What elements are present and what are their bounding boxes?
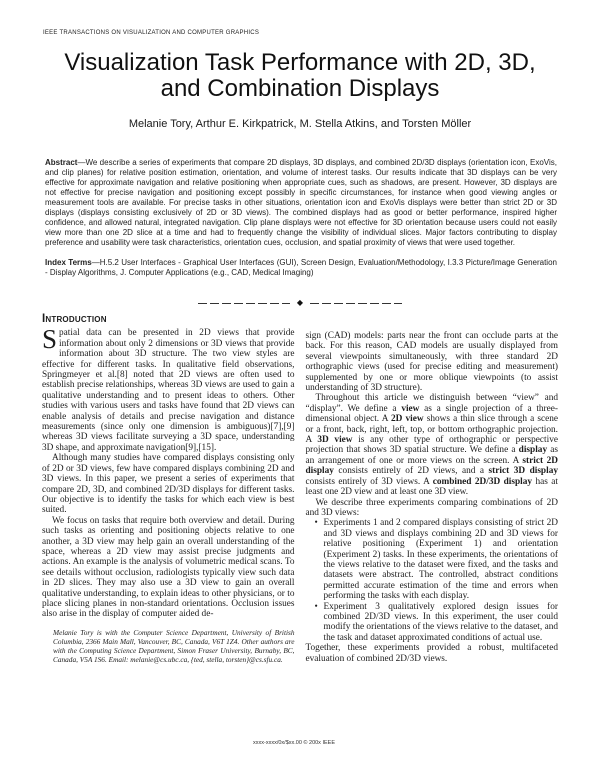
left-column bbox=[42, 314, 295, 746]
intro-paragraph-1-text: patial data can be presented in 2D views that provide information about only 2 dimensions or 3D views that provide information about 3D structure. The two view styles are effective for different tasks. In qualitative field observations, Springmeyer et al.[8] noted that 2D views are often used to establish precise relationships, whereas 3D views are used to gain a qualitative understanding and to present ideas to others. Other studies with various users and tasks have found that 2D views can enable analysis of details and precise navigation and distance measurements (since only one dimension is ambiguous)[7],[9] whereas 3D views facilitate surveying a 3D space, understanding 3D shape, and approximate navigation[9],[15]. bbox=[42, 328, 295, 453]
abstract-text: —We describe a series of experiments that compare 2D displays, 3D displays, and combined 2D/3D displays (orientation icon, ExoVis, and clip planes) for relative position estimation, orientation, and volume of interest tasks. Our results indicate that 3D displays can be very effective for approximate navigation and relative positioning when appropriate cues, such as shadows, are present. However, 3D displays are not effective for precise navigation and positioning except possibly in specific circumstances, for instance when good viewing angles or measurement tools are available. For precise tasks in other situations, orientation icon and ExoVis displays were better than strict 2D or 3D displays (displays consisting exclusively of 2D or 3D views). The combined displays had as good or better performance, inspired higher confidence, and allowed natural, integrated navigation. Clip plane displays were not effective for 3D orientation because users could not easily view more than one 2D slice at a time and had to frequently change the visibility of individual slices. Major factors contributing to display preference and usability were task characteristics, orientation cues, occlusion, and spatial proximity of views that were used together. bbox=[45, 158, 557, 247]
section-divider bbox=[0, 299, 600, 307]
bullet-item-experiments-1-2: • Experiments 1 and 2 compared displays consisting of strict 2D and 3D views and displays combining 2D and 3D views for relative positioning (Experiment 1) and orientation (Experiment 2) tasks. In these experiments, the orientations of the views relative to the dataset were fixed, and the tasks and datasets were abstract. The controlled, abstract conditions permitted accurate estimation of the time and errors when performing the tasks with each display. bbox=[315, 518, 559, 601]
drop-cap: S bbox=[42, 324, 58, 355]
two-column-body bbox=[42, 314, 558, 746]
body-paragraph-7: Together, these experiments provided a robust, multifaceted evaluation of combined 2D/3D views. bbox=[305, 643, 558, 664]
index-terms-text: —H.5.2 User Interfaces - Graphical User Interfaces (GUI), Screen Design, Evaluation/Methodology, I.3.3 Picture/Image Generation - Display Algorithms, J. Computer Applications (e.g., CAD, Medical Imaging) bbox=[45, 258, 557, 277]
author-list: Melanie Tory, Arthur E. Kirkpatrick, M. Stella Atkins, and Torsten Möller bbox=[128, 118, 472, 130]
divider-dash-left bbox=[198, 303, 290, 304]
paper-title-line-2: and Combination Displays bbox=[160, 75, 440, 102]
diamond-icon: ◆ bbox=[296, 298, 304, 307]
right-column bbox=[306, 314, 559, 746]
body-paragraph-6: We describe three experiments comparing combinations of 2D and 3D views: bbox=[305, 497, 558, 518]
author-affiliation-footnote: Melanie Tory is with the Computer Science Department, University of British Columbia, 2366 Main Mall, Vancouver, BC, Canada, V6T 1Z4. Other authors are with the Computing Science Department, Simon Fraser University, Burnaby, BC, Canada, V5A 1S6. Email: melanie@cs.ubc.ca, {ted, stella, torsten}@cs.sfu.ca. bbox=[53, 627, 295, 664]
body-paragraph-5: Throughout this article we distinguish between “view” and “display”. We define a view as a single projection of a three-dimensional object. A 2D view shows a thin slice through a scene or a front, back, right, left, top, or bottom orthographic projection. A 3D view is any other type of orthographic or perspective projection that shows 3D spatial structure. We define a display as an arrangement of one or more views on the screen. A strict 2D display consists entirely of 2D views, and a strict 3D display consists entirely of 3D views. A combined 2D/3D display has at least one 2D view and at least one 3D view. bbox=[305, 393, 559, 498]
divider-dash-right bbox=[310, 303, 402, 304]
introduction-heading: Introduction bbox=[42, 313, 107, 325]
abstract-section bbox=[45, 158, 557, 278]
index-terms-paragraph bbox=[45, 258, 557, 278]
paper-title-line-1: Visualization Task Performance with 2D, 3D, bbox=[64, 49, 536, 76]
index-terms-label: Index Terms bbox=[45, 258, 92, 267]
intro-paragraph-3: We focus on tasks that require both overview and detail. During such tasks as orienting and positioning objects relative to one another, a 3D view may help gain an overall understanding of the space, whereas a 2D view may assist precise judgments and actions. An example is the analysis of volumetric medical scans. To see details without occlusion, radiologists typically view such data in 2D slices. They may also use a 3D view to gain an overall qualitative understanding, to explain ideas to other physicians, or to place slicing planes in non-standard orientations. Occlusion issues also arise in the display of computer aided de- bbox=[42, 515, 295, 620]
copyright-footer: xxxx-xxxx/0x/$xx.00 © 200x IEEE bbox=[253, 740, 335, 746]
abstract-label: Abstract bbox=[45, 158, 78, 167]
journal-running-head: IEEE TRANSACTIONS ON VISUALIZATION AND COMPUTER GRAPHICS bbox=[43, 30, 260, 36]
paper-title bbox=[0, 50, 600, 102]
experiment-bullet-list bbox=[306, 518, 559, 643]
intro-paragraph-1 bbox=[42, 324, 295, 453]
bullet-item-experiment-3: • Experiment 3 qualitatively explored design issues for combined 2D/3D views. In this experiment, the user could modify the orientations of the views relative to the dataset, and the task and dataset approximated conditions of actual use. bbox=[315, 602, 559, 644]
intro-paragraph-2: Although many studies have compared displays consisting only of 2D or 3D views, few have compared displays combining 2D and 3D views. In this paper, we present a series of experiments that compare 2D, 3D, and combined 2D/3D displays for different tasks. Our objective is to identify the tasks for which each view is best suited. bbox=[42, 453, 295, 516]
abstract-paragraph bbox=[45, 158, 557, 248]
body-paragraph-4: sign (CAD) models: parts near the front can occlude parts at the back. For this reason, CAD models are usually displayed from several viewpoints simultaneously, with three standard 2D orthographic views (used for precise editing and measurement) supplemented by one or more oblique viewpoints (to assist understanding of 3D structure). bbox=[305, 331, 558, 394]
